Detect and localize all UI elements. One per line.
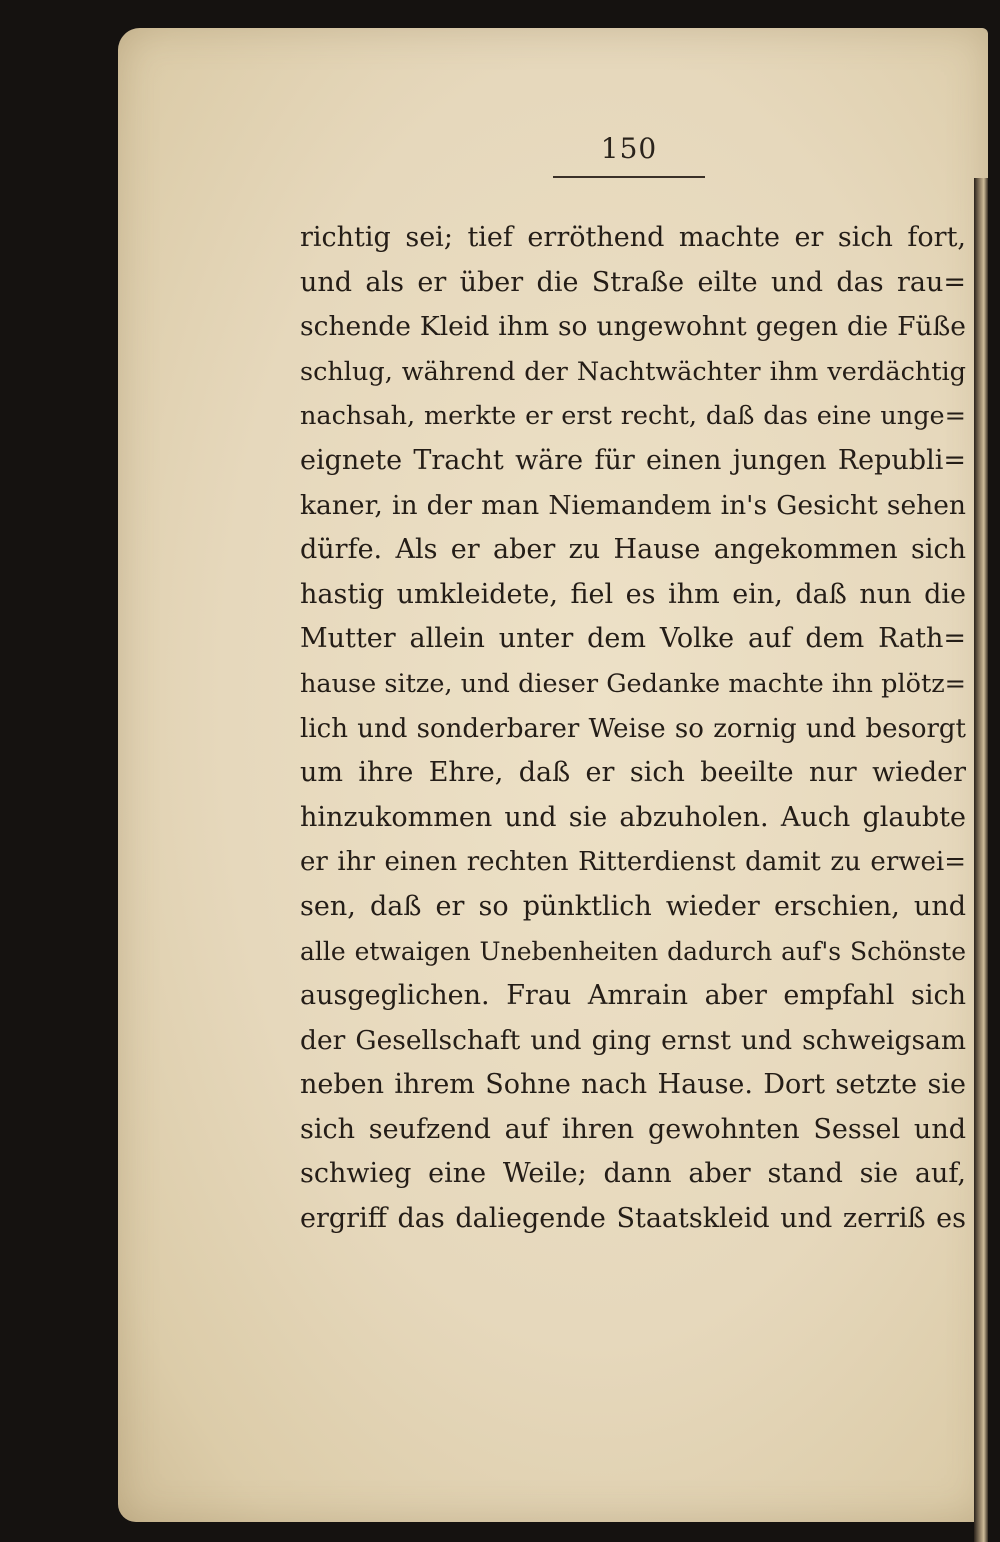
text-line: dürfe. Als er aber zu Hause angekommen sich [300, 534, 966, 566]
text-line: der Gesellschaft und ging ernst und schweigsam [300, 1024, 966, 1056]
header-rule [553, 176, 705, 178]
text-line: schende Kleid ihm so ungewohnt gegen die Füße [300, 311, 966, 343]
text-line: um ihre Ehre, daß er sich beeilte nur wieder [300, 757, 966, 789]
text-line: ausgeglichen. Frau Amrain aber empfahl sich [300, 980, 966, 1012]
text-line: er ihr einen rechten Ritterdienst damit zu erwei= [300, 847, 966, 878]
text-line: sich seufzend auf ihren gewohnten Sessel und [300, 1113, 966, 1145]
text-line: Mutter allein unter dem Volke auf dem Rath= [300, 623, 966, 655]
body-text [300, 216, 966, 1242]
text-line: richtig sei; tief erröthend machte er sich fort, [300, 222, 966, 253]
text-line: schwieg eine Weile; dann aber stand sie auf, [300, 1158, 966, 1190]
text-line: eignete Tracht wäre für einen jungen Republi= [300, 444, 966, 476]
text-line: lich und sonderbarer Weise so zornig und besorgt [300, 713, 966, 744]
text-line: sen, daß er so pünktlich wieder erschien, und [300, 890, 966, 922]
text-line: hause sitze, und dieser Gedanke machte ihn plötz= [300, 668, 966, 699]
text-line: hinzukommen und sie abzuholen. Auch glaubte [300, 801, 966, 833]
text-line: neben ihrem Sohne nach Hause. Dort setzte sie [300, 1069, 966, 1101]
text-line: alle etwaigen Unebenheiten dadurch auf's Schönste [300, 936, 966, 966]
text-line: und als er über die Straße eilte und das rau= [300, 266, 966, 298]
text-line: kaner, in der man Niemandem in's Gesicht sehen [300, 489, 966, 521]
text-line: nachsah, merkte er erst recht, daß das eine unge= [300, 401, 966, 432]
text-line: schlug, während der Nachtwächter ihm verdächtig [300, 356, 966, 387]
text-line: hastig umkleidete, fiel es ihm ein, daß nun die [300, 578, 966, 610]
text-line: ergriff das daliegende Staatskleid und zerriß es [300, 1203, 966, 1235]
page-number: 150 [600, 132, 658, 165]
page-edge [974, 178, 988, 1542]
